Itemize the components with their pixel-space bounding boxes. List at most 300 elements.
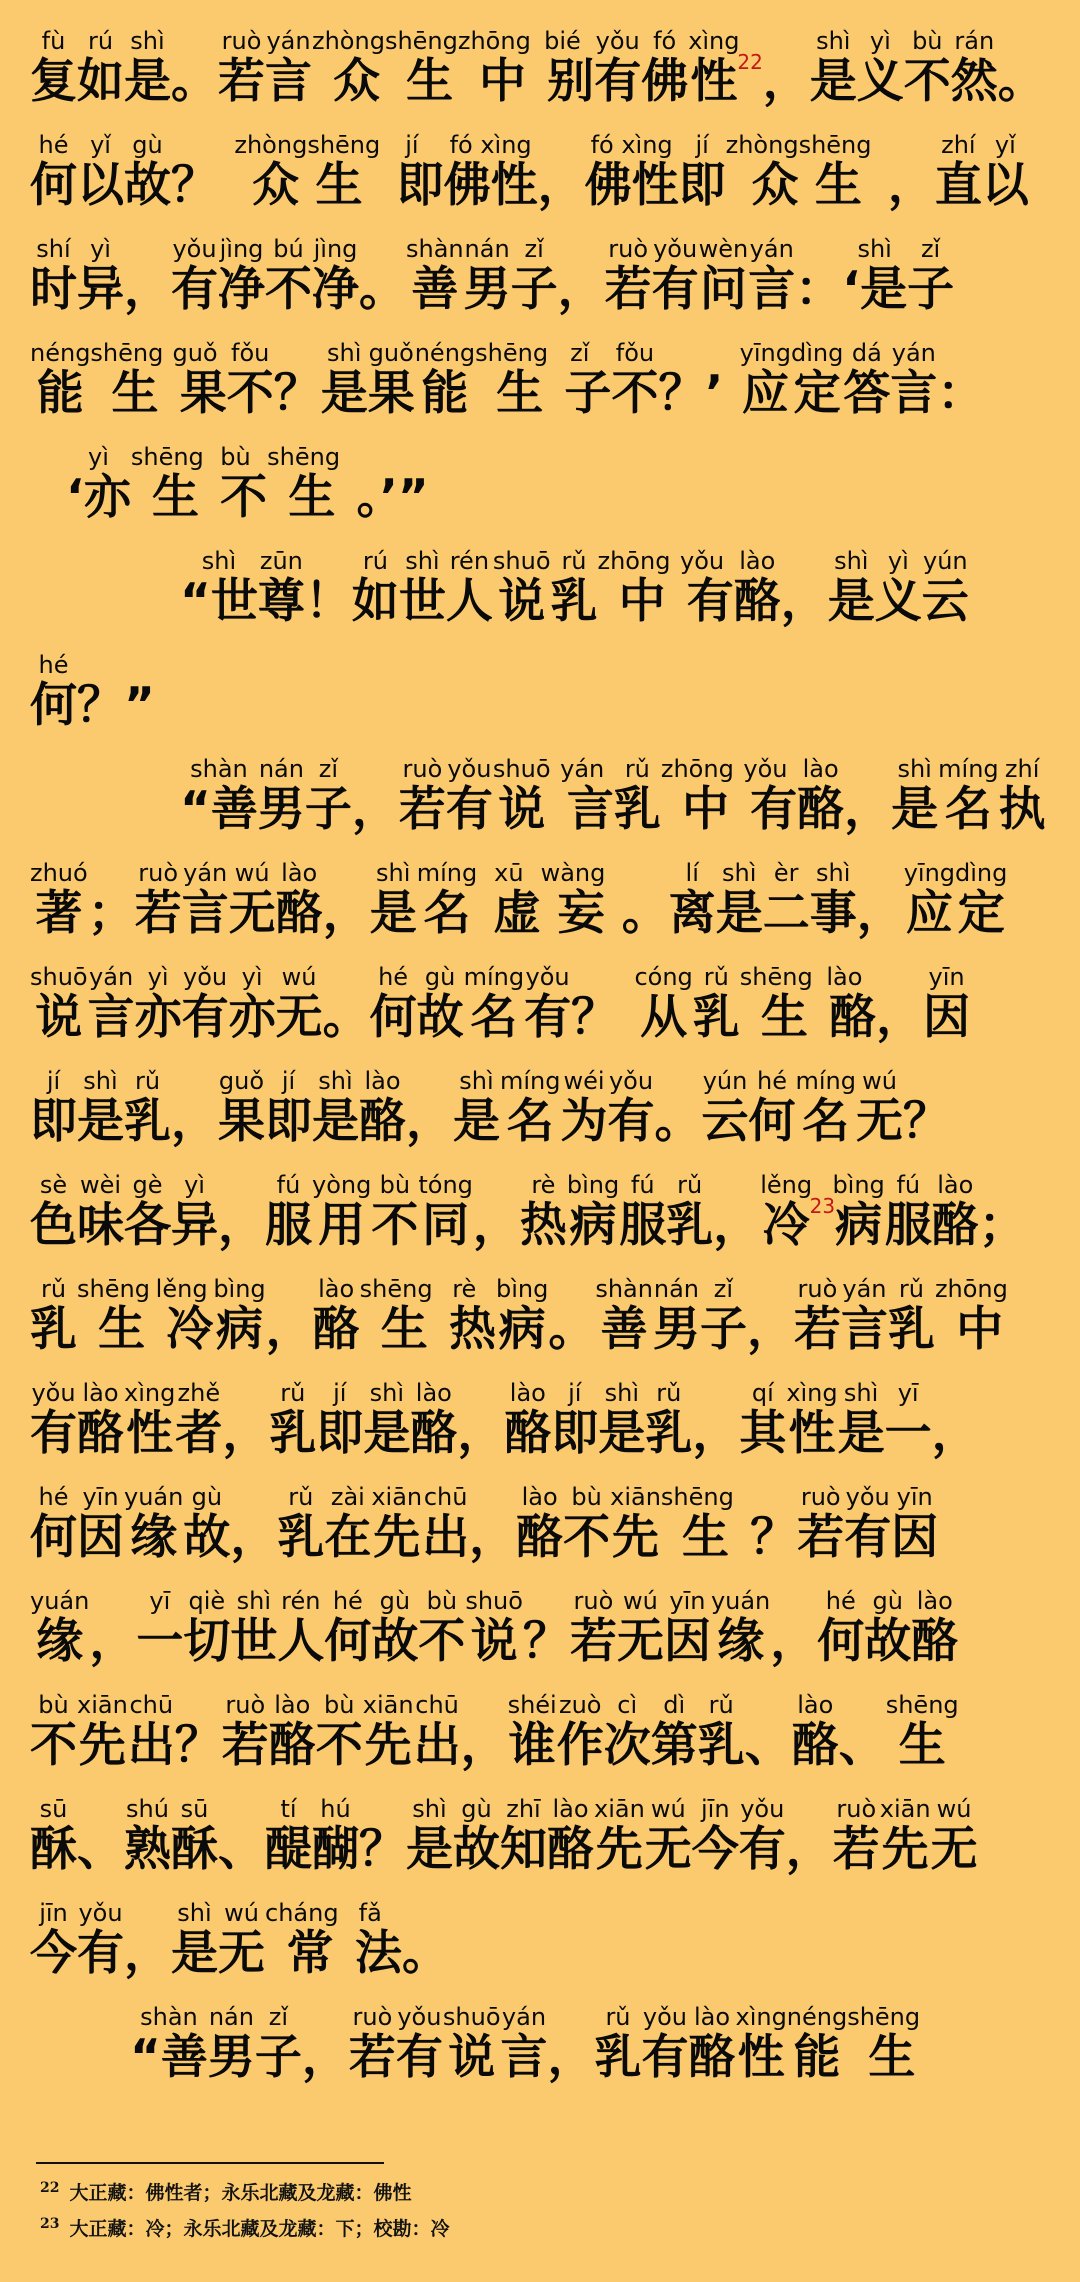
annotated-character — [367, 339, 415, 421]
annotated-character — [30, 859, 88, 941]
annotated-character — [457, 27, 531, 109]
annotated-character — [477, 859, 541, 941]
pinyin: lào — [504, 1379, 552, 1407]
pinyin: gù — [183, 1483, 231, 1511]
hanzi: 是 — [598, 1406, 646, 1461]
hanzi: 是 — [837, 1406, 885, 1461]
annotated-character — [507, 1691, 557, 1773]
hanzi: ‘是 — [842, 262, 908, 317]
pinyin: fó xìng — [584, 131, 679, 159]
hanzi: 熟 — [124, 1822, 171, 1877]
annotated-character — [180, 547, 258, 629]
hanzi: 是 — [369, 886, 417, 941]
hanzi: ？” — [77, 678, 155, 733]
hanzi: ， — [785, 1822, 833, 1877]
pinyin: rén — [445, 547, 493, 575]
hanzi: 佛性 — [584, 158, 679, 213]
annotated-character — [124, 1067, 171, 1149]
annotated-character — [817, 1587, 865, 1669]
hanzi: 故 — [124, 158, 171, 213]
annotated-character — [359, 1067, 406, 1149]
hanzi: 味 — [77, 1198, 124, 1253]
pinyin: ruò — [569, 1587, 617, 1615]
hanzi: 是 — [363, 1406, 411, 1461]
pinyin: shì — [715, 859, 763, 887]
hanzi: 以 — [981, 158, 1029, 213]
hanzi: 切 — [183, 1614, 231, 1669]
annotated-character — [181, 963, 229, 1045]
hanzi: 即 — [551, 1406, 599, 1461]
hanzi: 无 — [856, 1094, 903, 1149]
annotated-character — [77, 1379, 124, 1461]
annotated-character — [864, 1587, 912, 1669]
pinyin: gù — [416, 963, 464, 991]
pinyin: qiè — [183, 1587, 231, 1615]
annotated-character — [124, 1483, 184, 1565]
annotated-character — [931, 1171, 979, 1253]
pinyin: guǒ — [163, 339, 227, 367]
hanzi: 性 — [735, 2030, 787, 2085]
hanzi: 说 — [465, 1614, 523, 1669]
annotated-character — [380, 131, 444, 213]
hanzi: 醍 — [265, 1822, 312, 1877]
pinyin: lào — [812, 963, 877, 991]
hanzi: 作 — [556, 1718, 604, 1773]
hanzi: 法 — [338, 1926, 402, 1981]
hanzi: 乳 — [887, 1302, 935, 1357]
annotated-character — [228, 859, 276, 941]
pinyin: wéi — [560, 1067, 608, 1095]
hanzi: 酪 — [268, 1718, 316, 1773]
hanzi: 先 — [879, 1822, 931, 1877]
annotated-character — [443, 131, 538, 213]
pinyin: yán — [890, 339, 938, 367]
pinyin: néng — [30, 339, 91, 367]
annotated-character — [738, 1795, 786, 1877]
hanzi: 酪 — [359, 1094, 406, 1149]
hanzi: 人 — [277, 1614, 325, 1669]
hanzi: ？ — [359, 1822, 406, 1877]
annotated-character — [595, 1275, 653, 1357]
hanzi: 酪 — [733, 574, 781, 629]
pinyin: lěng — [760, 1171, 813, 1199]
annotated-character — [955, 859, 1008, 941]
annotated-character — [890, 339, 938, 421]
pinyin: yì — [66, 443, 131, 471]
punctuation — [124, 1926, 171, 1981]
pinyin: shì — [363, 1379, 411, 1407]
footnote-23 — [40, 2214, 450, 2241]
hanzi: 一 — [884, 1406, 932, 1461]
pinyin: lào — [791, 1691, 839, 1719]
annotated-character — [338, 1899, 402, 1981]
punctuation — [340, 470, 429, 525]
text-line — [0, 1379, 1080, 1486]
annotated-character — [688, 2003, 736, 2085]
annotated-character — [410, 1379, 458, 1461]
pinyin: hé — [748, 1067, 796, 1095]
pinyin: gù — [453, 1795, 500, 1823]
hanzi: 能 — [786, 2030, 848, 2085]
pinyin: bù — [903, 27, 951, 55]
annotated-character — [856, 1067, 903, 1149]
punctuation — [171, 1094, 218, 1149]
annotated-character — [30, 1587, 90, 1669]
pinyin: shàn — [595, 1275, 653, 1303]
hanzi: 若 — [398, 782, 446, 837]
annotated-character — [760, 1171, 813, 1253]
punctuation — [124, 262, 171, 317]
annotated-character — [725, 131, 872, 213]
hanzi: 世 — [398, 574, 446, 629]
annotated-character — [277, 1483, 325, 1565]
punctuation — [523, 1614, 570, 1669]
pinyin: rǔ — [269, 1379, 317, 1407]
pinyin: shì — [320, 339, 368, 367]
punctuation — [979, 1198, 1026, 1253]
annotated-character — [312, 235, 359, 317]
annotated-character — [885, 1691, 959, 1773]
pinyin: yǒu — [670, 547, 734, 575]
hanzi: 以 — [77, 158, 124, 213]
pinyin: jìng — [312, 235, 359, 263]
text-line — [0, 1587, 1080, 1694]
annotated-character — [453, 1795, 500, 1877]
annotated-character — [30, 1171, 77, 1253]
pinyin: shì — [171, 1899, 218, 1927]
annotated-character — [934, 131, 982, 213]
pinyin: yǒu — [607, 1067, 655, 1095]
pinyin: gè — [124, 1171, 171, 1199]
hanzi: ‘亦 — [66, 470, 131, 525]
annotated-character — [265, 1171, 312, 1253]
annotated-character — [359, 1275, 433, 1357]
pinyin: gù — [371, 1587, 419, 1615]
pinyin: hú — [312, 1795, 359, 1823]
pinyin: hé — [30, 651, 77, 679]
text-line — [0, 131, 1080, 238]
hanzi: 生 — [660, 1510, 734, 1565]
pinyin: shì — [369, 859, 417, 887]
text-line — [0, 1483, 1080, 1590]
hanzi: 净 — [312, 262, 359, 317]
hanzi: 乳 — [692, 990, 740, 1045]
pinyin: míng — [500, 1067, 561, 1095]
annotated-character — [275, 963, 323, 1045]
pinyin: shēng — [130, 443, 204, 471]
hanzi: 。’” — [340, 470, 429, 525]
punctuation — [457, 1406, 504, 1461]
pinyin: lào — [733, 547, 781, 575]
pinyin: wú — [856, 1067, 903, 1095]
pinyin: yún — [921, 547, 969, 575]
annotated-character — [265, 235, 312, 317]
footnote-text: 大正藏：佛性者；永乐北藏及龙藏：佛性 — [69, 2182, 412, 2204]
pinyin: wú — [228, 859, 276, 887]
annotated-character — [316, 1379, 364, 1461]
pinyin: tóng — [418, 1171, 473, 1199]
hanzi: 名 — [795, 1094, 856, 1149]
hanzi: 先 — [77, 1718, 128, 1773]
punctuation — [839, 1718, 886, 1773]
hanzi: 第 — [650, 1718, 698, 1773]
hanzi: 名 — [416, 886, 478, 941]
punctuation — [406, 1094, 453, 1149]
pinyin: rè — [519, 1171, 567, 1199]
hanzi: 若 — [221, 1718, 269, 1773]
annotated-character — [843, 339, 891, 421]
pinyin: jí — [551, 1379, 599, 1407]
pinyin: rǔ — [594, 2003, 642, 2031]
hanzi: 若 — [569, 1614, 617, 1669]
annotated-character — [812, 963, 877, 1045]
pinyin: hé — [369, 963, 417, 991]
annotated-character — [998, 755, 1046, 837]
punctuation — [88, 886, 135, 941]
footnote-divider — [36, 2162, 384, 2164]
hanzi: 不 — [30, 1718, 77, 1773]
pinyin: shì — [891, 755, 939, 783]
hanzi: 服 — [265, 1198, 312, 1253]
punctuation — [781, 574, 828, 629]
annotated-character — [163, 339, 227, 421]
hanzi: 中 — [660, 782, 734, 837]
hanzi: ； — [87, 886, 135, 941]
hanzi: 名 — [463, 990, 525, 1045]
pinyin: rǔ — [613, 755, 661, 783]
hanzi: 用 — [312, 1198, 372, 1253]
hanzi: 乳 — [124, 1094, 171, 1149]
annotated-character — [442, 2003, 501, 2085]
pinyin: zhōng — [934, 1275, 1008, 1303]
pinyin: sū — [30, 1795, 77, 1823]
hanzi: 善 — [595, 1302, 653, 1357]
annotated-character — [492, 547, 551, 629]
punctuation — [692, 1406, 739, 1461]
annotated-character — [265, 1899, 339, 1981]
hanzi: 有 — [651, 262, 699, 317]
annotated-character — [406, 1795, 453, 1877]
pinyin: gù — [124, 131, 171, 159]
hanzi: ， — [931, 1406, 979, 1461]
pinyin: shēng — [660, 1483, 734, 1511]
annotated-character — [130, 443, 204, 525]
hanzi: 有 — [844, 1510, 892, 1565]
hanzi: “善 — [180, 782, 258, 837]
hanzi: 说 — [492, 574, 551, 629]
hanzi: 若 — [832, 1822, 880, 1877]
pinyin: lào — [268, 1691, 316, 1719]
pinyin: wú — [930, 1795, 978, 1823]
pinyin: xiān — [594, 1795, 645, 1823]
hanzi: 有 — [594, 54, 642, 109]
pinyin: zǐ — [304, 755, 352, 783]
punctuation — [230, 1510, 277, 1565]
pinyin: zhí — [998, 755, 1046, 783]
text-line — [0, 443, 1080, 550]
annotated-character — [938, 755, 999, 837]
annotated-character — [463, 235, 511, 317]
annotated-character — [668, 859, 716, 941]
annotated-character — [698, 235, 749, 317]
hanzi: 二 — [762, 886, 810, 941]
hanzi: 复 — [30, 54, 77, 109]
punctuation — [323, 886, 370, 941]
annotated-character — [465, 1587, 523, 1669]
pinyin: hé — [324, 1587, 372, 1615]
hanzi: 定 — [790, 366, 844, 421]
annotated-character — [149, 1275, 214, 1357]
hanzi: 生 — [90, 366, 164, 421]
hanzi: 知 — [500, 1822, 547, 1877]
pinyin: rǔ — [887, 1275, 935, 1303]
annotated-character — [692, 963, 740, 1045]
hanzi: 不 — [611, 366, 659, 421]
hanzi: ， — [171, 1094, 218, 1149]
hanzi: 能 — [30, 366, 91, 421]
annotated-character — [548, 339, 612, 421]
annotated-character — [516, 1483, 564, 1565]
text-line — [0, 859, 1080, 966]
pinyin: yǒu — [524, 963, 572, 991]
annotated-character — [981, 131, 1029, 213]
hanzi: 次 — [603, 1718, 651, 1773]
annotated-character — [701, 1067, 749, 1149]
hanzi: 从 — [634, 990, 693, 1045]
punctuation — [795, 262, 842, 317]
hanzi: 尊 — [257, 574, 305, 629]
hanzi: 是 — [827, 574, 875, 629]
annotated-character — [842, 235, 908, 317]
annotated-character — [594, 2003, 642, 2085]
pinyin: shì — [809, 27, 857, 55]
punctuation — [558, 262, 605, 317]
pinyin: yīng — [903, 859, 956, 887]
annotated-character — [660, 1483, 734, 1565]
hanzi: 如 — [351, 574, 399, 629]
annotated-character — [791, 1691, 839, 1773]
annotated-character — [416, 963, 464, 1045]
annotated-character — [124, 131, 171, 213]
pinyin: lào — [77, 1379, 124, 1407]
hanzi: 众 生 — [725, 158, 872, 213]
annotated-character — [275, 859, 323, 941]
hanzi: 故 — [183, 1510, 231, 1565]
punctuation — [655, 1094, 702, 1149]
hanzi: 世 — [230, 1614, 278, 1669]
hanzi: 乳 — [269, 1406, 317, 1461]
annotated-character — [418, 1587, 466, 1669]
hanzi: 子 — [699, 1302, 747, 1357]
annotated-character — [127, 1691, 175, 1773]
annotated-character — [395, 2003, 443, 2085]
annotated-character — [312, 1275, 360, 1357]
pinyin: shú — [124, 1795, 171, 1823]
hanzi: 酪 — [504, 1406, 552, 1461]
hanzi: 酪 — [812, 990, 877, 1045]
pinyin: yì — [856, 27, 904, 55]
pinyin: chū — [413, 1691, 461, 1719]
pinyin: bù — [203, 443, 268, 471]
annotated-character — [183, 1483, 231, 1565]
annotated-character — [30, 235, 77, 317]
hanzi: 人 — [445, 574, 493, 629]
hanzi: 酥 — [30, 1822, 77, 1877]
hanzi: 离 — [668, 886, 716, 941]
hanzi: ， — [222, 1406, 270, 1461]
punctuation — [734, 1510, 797, 1565]
pinyin: wú — [616, 1587, 664, 1615]
hanzi: 言 — [265, 54, 312, 109]
annotated-character — [398, 755, 446, 837]
pinyin: zhòng — [312, 27, 385, 55]
annotated-character — [634, 963, 693, 1045]
pinyin: shàn — [406, 235, 464, 263]
annotated-character — [550, 755, 614, 837]
text-line — [0, 1899, 1080, 2006]
punctuation — [548, 1302, 595, 1357]
hanzi: 中 — [934, 1302, 1008, 1357]
pinyin: zuò — [556, 1691, 604, 1719]
annotated-character — [171, 235, 218, 317]
hanzi: 云 — [921, 574, 969, 629]
annotated-character — [432, 1275, 496, 1357]
hanzi: ， — [218, 1198, 265, 1253]
annotated-character — [30, 1691, 77, 1773]
pinyin: jí — [380, 131, 444, 159]
hanzi: 先 — [362, 1718, 414, 1773]
hanzi: 酪 — [275, 886, 323, 941]
annotated-character — [30, 27, 77, 109]
annotated-character — [547, 1795, 594, 1877]
annotated-character — [203, 443, 268, 525]
hanzi: 乳 — [277, 1510, 325, 1565]
hanzi: 答 — [843, 366, 891, 421]
hanzi: 病 — [495, 1302, 549, 1357]
hanzi: ， — [460, 1718, 508, 1773]
annotated-character — [739, 963, 813, 1045]
annotated-character — [130, 2003, 208, 2085]
annotated-character — [445, 755, 493, 837]
hanzi: 先 — [610, 1510, 661, 1565]
hanzi: ， — [871, 158, 935, 213]
annotated-character — [887, 1275, 935, 1357]
text-line — [0, 1171, 1080, 1278]
annotated-character — [413, 1691, 461, 1773]
pinyin: bù — [315, 1691, 363, 1719]
pinyin: wú — [218, 1899, 265, 1927]
annotated-character — [903, 859, 956, 941]
pinyin: rǔ — [692, 963, 740, 991]
annotated-character — [607, 1067, 655, 1149]
annotated-character — [324, 1587, 372, 1669]
pinyin: zhòngshēng — [234, 131, 381, 159]
pinyin: gù — [864, 1587, 912, 1615]
pinyin: néng — [786, 2003, 848, 2031]
pinyin: yīn — [77, 1483, 124, 1511]
pinyin: rú — [351, 547, 399, 575]
annotated-character — [884, 1171, 932, 1253]
annotated-character — [180, 755, 258, 837]
text-line — [0, 27, 1080, 134]
text-line — [0, 1275, 1080, 1382]
annotated-character — [911, 1587, 959, 1669]
pinyin: bú — [265, 235, 312, 263]
pinyin: zhōng — [660, 755, 734, 783]
annotated-character — [315, 1691, 363, 1773]
pinyin: yǒu — [77, 1899, 124, 1927]
pinyin: yì — [874, 547, 922, 575]
